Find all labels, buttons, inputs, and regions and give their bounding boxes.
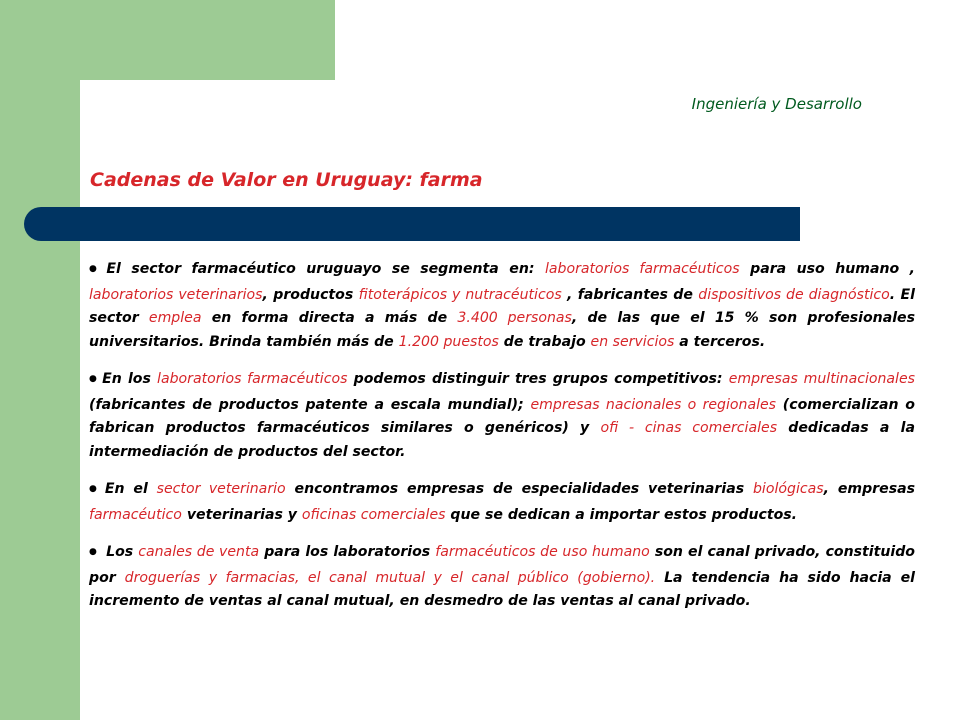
highlighted-text: empresas nacionales o regionales <box>530 396 777 413</box>
bold-text: dedicadas a la intermediación de productos del sector. <box>89 420 915 460</box>
bold-text: El sector farmacéutico uruguayo se segmenta en: <box>106 261 545 277</box>
bold-text: veterinarias y <box>181 506 302 523</box>
paragraph-veterinary-sector <box>89 478 915 527</box>
bold-text: de trabajo <box>498 333 591 350</box>
bold-text: para los laboratorios <box>259 544 436 560</box>
bold-text: podemos distinguir tres grupos competitivos: <box>347 371 729 387</box>
bold-text: son el canal privado, constituido por <box>89 544 915 586</box>
highlighted-text: laboratorios veterinarios <box>89 286 263 303</box>
bold-text: a terceros. <box>674 333 766 350</box>
highlighted-text: canales de venta <box>138 544 260 560</box>
bold-text: (comercializan o fabrican productos farmacéuticos similares o genéricos) y <box>89 396 915 436</box>
bold-text: , empresas <box>823 481 915 497</box>
bold-text: , fabricantes de <box>561 286 699 303</box>
highlighted-text: 1.200 puestos <box>398 333 499 350</box>
bold-text: , productos <box>262 286 359 303</box>
paragraph-sales-channels <box>89 541 915 614</box>
bold-text: (fabricantes de productos patente a escala mundial); <box>89 396 531 413</box>
title-underline-bar <box>24 207 800 241</box>
highlighted-text: en servicios <box>590 333 675 350</box>
highlighted-text: laboratorios farmacéuticos <box>544 261 740 277</box>
bold-text: La tendencia ha sido hacia el incremento de ventas al canal mutual, en desmedro de las ventas al canal privado. <box>89 569 915 609</box>
highlighted-text: farmacéuticos de uso humano <box>435 544 650 560</box>
bold-text: En los <box>102 371 158 387</box>
highlighted-text: laboratorios farmacéuticos <box>157 371 348 387</box>
bullet-icon: ● <box>89 374 99 384</box>
header-label: Ingeniería y Desarrollo <box>691 95 862 113</box>
bullet-icon: ● <box>89 264 103 274</box>
bold-text: Los <box>101 544 139 560</box>
highlighted-text: oficinas comerciales <box>301 506 446 523</box>
green-top-block <box>80 0 335 80</box>
bold-text: en forma directa a más de <box>201 310 458 326</box>
bullet-icon: ● <box>89 547 98 557</box>
body-text <box>89 258 915 628</box>
highlighted-text: 3.400 personas <box>457 310 572 326</box>
bold-text: En el <box>104 481 157 497</box>
bullet-icon: ● <box>89 484 101 494</box>
bold-text: que se dedican a importar estos productos. <box>445 506 798 523</box>
highlighted-text: emplea <box>148 310 202 326</box>
bold-text: . El sector <box>89 286 915 326</box>
bold-text: para uso humano , <box>739 261 915 277</box>
highlighted-text: farmacéutico <box>89 506 182 523</box>
slide-title: Cadenas de Valor en Uruguay: farma <box>90 169 483 191</box>
highlighted-text: ofi - cinas comerciales <box>600 420 778 436</box>
highlighted-text: dispositivos de diagnóstico <box>698 286 890 303</box>
bold-text: encontramos empresas de especialidades veterinarias <box>285 481 753 497</box>
green-sidebar <box>0 0 80 720</box>
bold-text: , de las que el 15 % son profesionales universitarios. Brinda también más de <box>89 310 915 350</box>
paragraph-competitive-groups <box>89 368 915 464</box>
highlighted-text: fitoterápicos y nutracéuticos <box>358 286 562 303</box>
highlighted-text: biológicas <box>752 481 824 497</box>
highlighted-text: sector veterinario <box>156 481 286 497</box>
highlighted-text: droguerías y farmacias, el canal mutual y el canal público (gobierno). <box>124 569 656 586</box>
highlighted-text: empresas multinacionales <box>728 371 915 387</box>
paragraph-sector-overview <box>89 258 915 354</box>
